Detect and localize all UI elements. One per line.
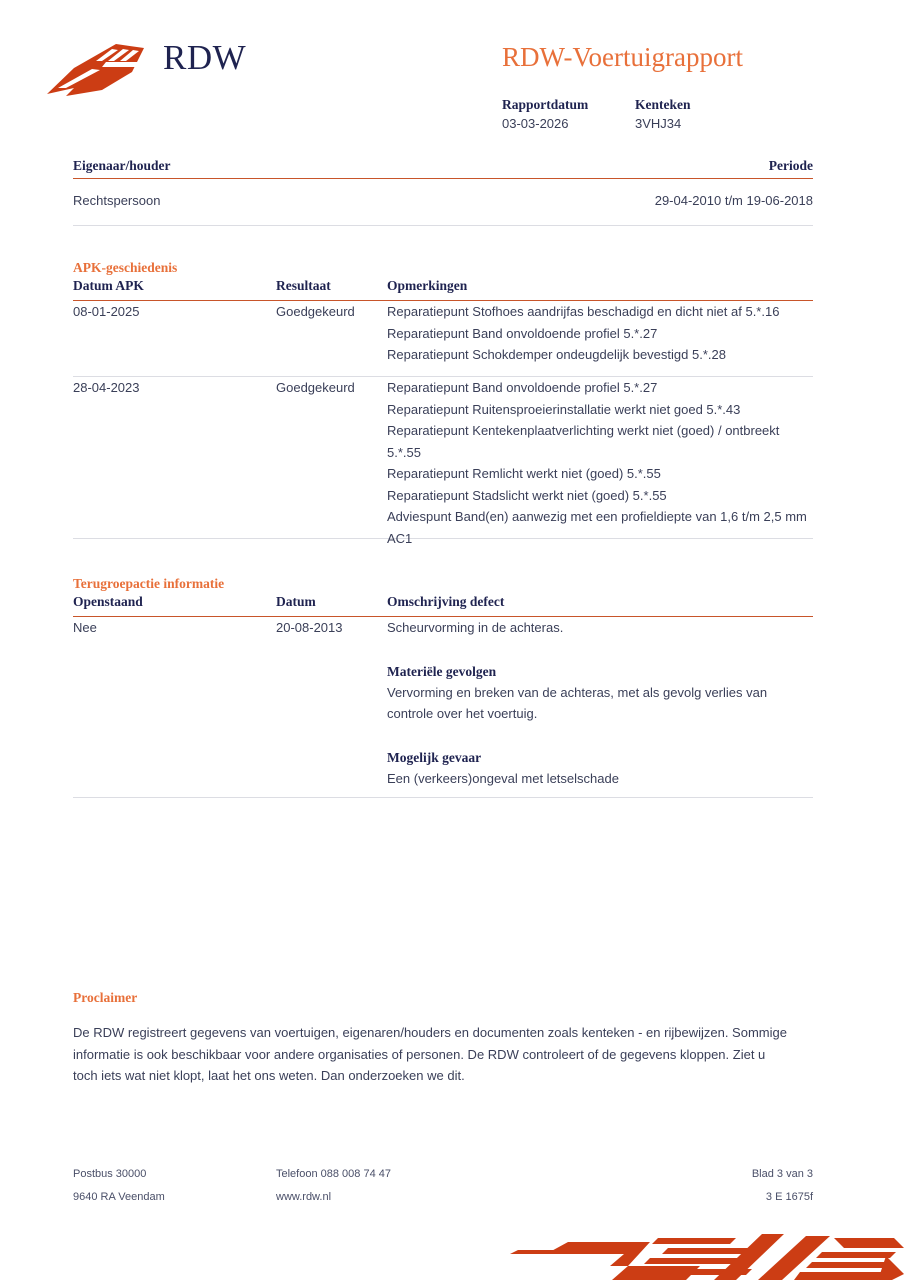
table-row xyxy=(73,377,813,546)
recall-col-open: Openstaand xyxy=(73,594,143,609)
owner-header-row xyxy=(73,158,813,178)
recall-col-date: Datum xyxy=(276,594,316,609)
rdw-speed-stripes-graphic-icon xyxy=(500,1228,904,1280)
proclaimer-kicker: Proclaimer xyxy=(73,990,138,1005)
document-header xyxy=(0,0,904,150)
apk-remark-item: Reparatiepunt Remlicht werkt niet (goed) 5.*.55 xyxy=(387,466,661,481)
apk-date: 28-04-2023 xyxy=(73,380,140,395)
apk-result: Goedgekeurd xyxy=(276,304,355,319)
recall-row-separator xyxy=(73,797,813,798)
owner-name: Rechtspersoon xyxy=(73,193,161,208)
apk-col-result: Resultaat xyxy=(276,278,331,293)
period-heading: Periode xyxy=(768,158,813,173)
owner-section xyxy=(73,158,813,226)
footer-row-2 xyxy=(73,1191,813,1214)
table-row xyxy=(73,301,813,376)
document-footer xyxy=(73,1168,813,1214)
footer-row-1 xyxy=(73,1168,813,1191)
recall-col-defect: Omschrijving defect xyxy=(387,594,505,609)
apk-remark-item: Reparatiepunt Stofhoes aandrijfas beschadigd en dicht niet af 5.*.16 xyxy=(387,304,780,319)
report-meta xyxy=(502,96,862,135)
apk-remark-item: Adviespunt Band(en) aanwezig met een profieldiepte van 1,6 t/m 2,5 mm AC1 xyxy=(387,509,807,546)
apk-header-row xyxy=(73,278,813,300)
footer-city: 9640 RA Veendam xyxy=(73,1191,165,1203)
recall-detail-block xyxy=(387,617,813,789)
report-date-label: Rapportdatum xyxy=(502,97,589,112)
recall-open: Nee xyxy=(73,620,97,635)
report-date-field xyxy=(502,96,635,135)
apk-remarks xyxy=(387,301,813,366)
apk-remark-item: Reparatiepunt Ruitensproeierinstallatie werkt niet goed 5.*.43 xyxy=(387,401,741,417)
recall-danger-text: Een (verkeers)ongeval met letselschade xyxy=(387,770,619,786)
footer-postbox: Postbus 30000 xyxy=(73,1168,147,1180)
owner-heading: Eigenaar/houder xyxy=(73,158,171,173)
plate-value: 3VHJ34 xyxy=(635,116,682,131)
apk-remark-item: Reparatiepunt Band onvoldoende profiel 5.*.27 xyxy=(387,380,658,395)
recall-defect-text: Scheurvorming in de achteras. xyxy=(387,620,564,635)
owner-row xyxy=(73,179,813,225)
report-date-value: 03-03-2026 xyxy=(502,116,569,131)
recall-material-text: Vervorming en breken van de achteras, met als gevolg verlies van controle over het voertuig. xyxy=(387,684,768,721)
apk-history-section xyxy=(73,258,813,546)
apk-section-kicker: APK-geschiedenis xyxy=(73,260,178,275)
plate-field xyxy=(635,96,691,135)
rdw-feather-logo-icon xyxy=(44,38,156,100)
apk-date: 08-01-2025 xyxy=(73,304,140,319)
recall-section-kicker: Terugroepactie informatie xyxy=(73,576,225,591)
footer-page-number: Blad 3 van 3 xyxy=(751,1168,813,1180)
apk-remark-item: Reparatiepunt Kentekenplaatverlichting werkt niet (goed) / ontbreekt 5.*.55 xyxy=(387,423,780,460)
plate-label: Kenteken xyxy=(635,97,691,112)
proclaimer-section xyxy=(73,988,813,1087)
rdw-wordmark: RDW xyxy=(163,38,247,77)
page-title: RDW-Voertuigrapport xyxy=(502,42,743,72)
apk-col-remarks: Opmerkingen xyxy=(387,278,468,293)
footer-phone: Telefoon 088 008 74 47 xyxy=(276,1168,391,1180)
apk-remark-item: Reparatiepunt Band onvoldoende profiel 5.*.27 xyxy=(387,325,658,341)
recall-date: 20-08-2013 xyxy=(276,620,343,635)
owner-row-separator xyxy=(73,225,813,226)
owner-period: 29-04-2010 t/m 19-06-2018 xyxy=(654,193,813,208)
apk-remark-item: Reparatiepunt Schokdemper ondeugdelijk bevestigd 5.*.28 xyxy=(387,347,726,362)
recall-header-row xyxy=(73,594,813,616)
proclaimer-text: De RDW registreert gegevens van voertuigen, eigenaren/houders en documenten zoals kenteken - en rijbewijzen. Sommige informatie is ook beschikbaar voor andere organisaties of personen. De RDW controleert of de gegevens kloppen. Ziet u toch iets wat niet klopt, laat het ons weten. Dan onderzoeken we dit. xyxy=(73,1025,787,1083)
footer-form-code: 3 E 1675f xyxy=(765,1191,813,1203)
table-row xyxy=(73,617,813,797)
apk-remarks xyxy=(387,377,813,549)
footer-website[interactable]: www.rdw.nl xyxy=(276,1191,332,1203)
recall-material-heading: Materiële gevolgen xyxy=(387,663,497,679)
apk-result: Goedgekeurd xyxy=(276,380,355,395)
apk-col-date: Datum APK xyxy=(73,278,144,293)
recall-section xyxy=(73,574,813,798)
apk-remark-item: Reparatiepunt Stadslicht werkt niet (goed) 5.*.55 xyxy=(387,487,667,503)
recall-danger-heading: Mogelijk gevaar xyxy=(387,749,482,765)
